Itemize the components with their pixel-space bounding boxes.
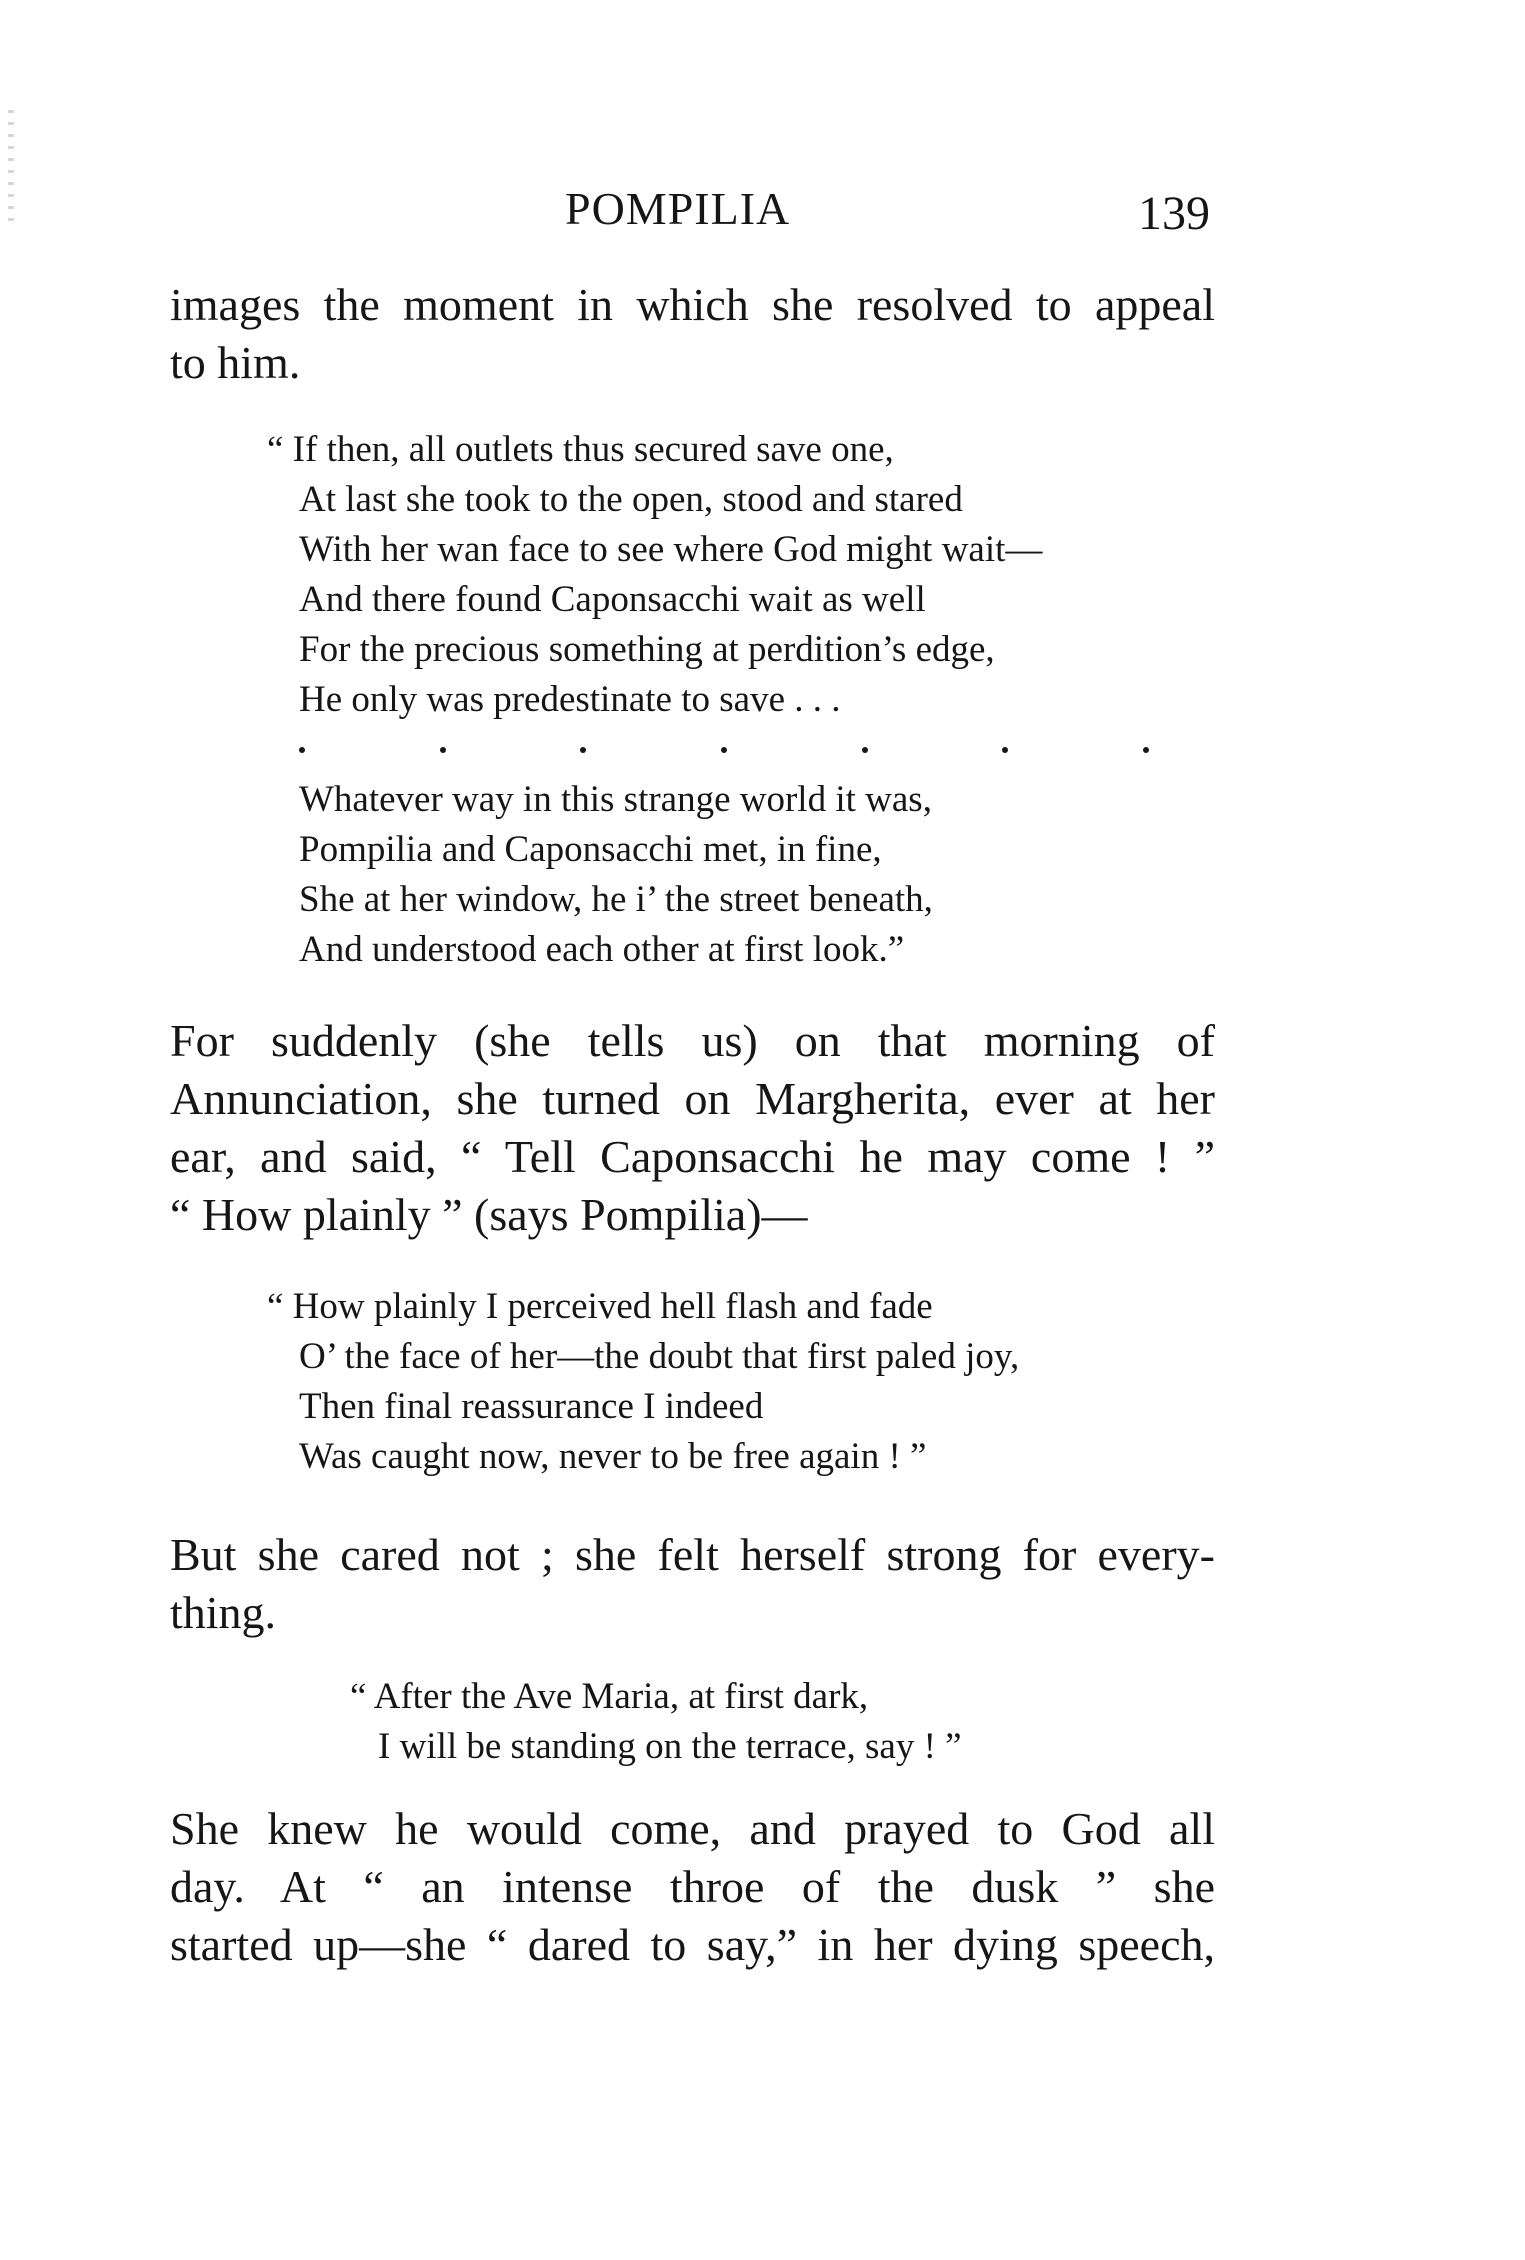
verse-line: Whatever way in this strange world it was, (299, 779, 932, 820)
text-line: day. At “ an intense throe of the dusk ” she (170, 1861, 1215, 1912)
verse-quote-2 (267, 1282, 1019, 1482)
running-header-title: POMPILIA (565, 183, 791, 234)
ellipsis-dot (580, 747, 586, 753)
ellipsis-dot (299, 747, 305, 753)
paragraph-1 (170, 276, 1215, 392)
ellipsis-dot (1143, 747, 1149, 753)
ellipsis-separator (267, 725, 1149, 775)
verse-line: “ If then, all outlets thus secured save one, (267, 429, 894, 470)
verse-line: O’ the face of her—the doubt that first paled joy, (299, 1336, 1020, 1377)
verse-line: Then final reassurance I indeed (299, 1386, 764, 1427)
text-line: For suddenly (she tells us) on that morning of (170, 1015, 1215, 1066)
text-line: She knew he would come, and prayed to God all (170, 1803, 1215, 1854)
text-line: ear, and said, “ Tell Caponsacchi he may come ! ” (170, 1131, 1215, 1182)
verse-line: And there found Caponsacchi wait as well (299, 579, 926, 620)
verse-quote-3 (350, 1672, 962, 1772)
paragraph-2 (170, 1012, 1215, 1244)
text-line: to him. (170, 337, 301, 388)
verse-line: For the precious something at perdition’s edge, (299, 629, 995, 670)
verse-line: I will be standing on the terrace, say ! ” (378, 1726, 962, 1767)
verse-line: At last she took to the open, stood and stared (299, 479, 963, 520)
text-line: But she cared not ; she felt herself strong for every- (170, 1529, 1215, 1580)
verse-quote-1 (267, 425, 1149, 975)
ellipsis-dot (862, 747, 868, 753)
text-line: thing. (170, 1587, 277, 1638)
verse-line: And understood each other at first look.” (299, 929, 905, 970)
paragraph-4 (170, 1800, 1215, 1974)
ellipsis-dot (721, 747, 727, 753)
text-line: started up—she “ dared to say,” in her dying speech, (170, 1919, 1215, 1970)
text-line: Annunciation, she turned on Margherita, ever at her (170, 1073, 1215, 1124)
verse-line: She at her window, he i’ the street beneath, (299, 879, 933, 920)
verse-line: With her wan face to see where God might wait— (299, 529, 1043, 570)
text-line: images the moment in which she resolved to appeal (170, 279, 1215, 330)
ellipsis-dot (440, 747, 446, 753)
ellipsis-dot (1002, 747, 1008, 753)
verse-line: “ How plainly I perceived hell flash and fade (267, 1286, 933, 1327)
verse-line: Pompilia and Caponsacchi met, in fine, (299, 829, 882, 870)
paragraph-3 (170, 1526, 1215, 1642)
verse-line: Was caught now, never to be free again ! ” (299, 1436, 927, 1477)
page-number: 139 (1138, 187, 1210, 240)
margin-specks (8, 110, 14, 230)
text-line: “ How plainly ” (says Pompilia)— (170, 1189, 808, 1240)
verse-line: He only was predestinate to save . . . (299, 679, 841, 720)
verse-line: “ After the Ave Maria, at first dark, (350, 1676, 869, 1717)
